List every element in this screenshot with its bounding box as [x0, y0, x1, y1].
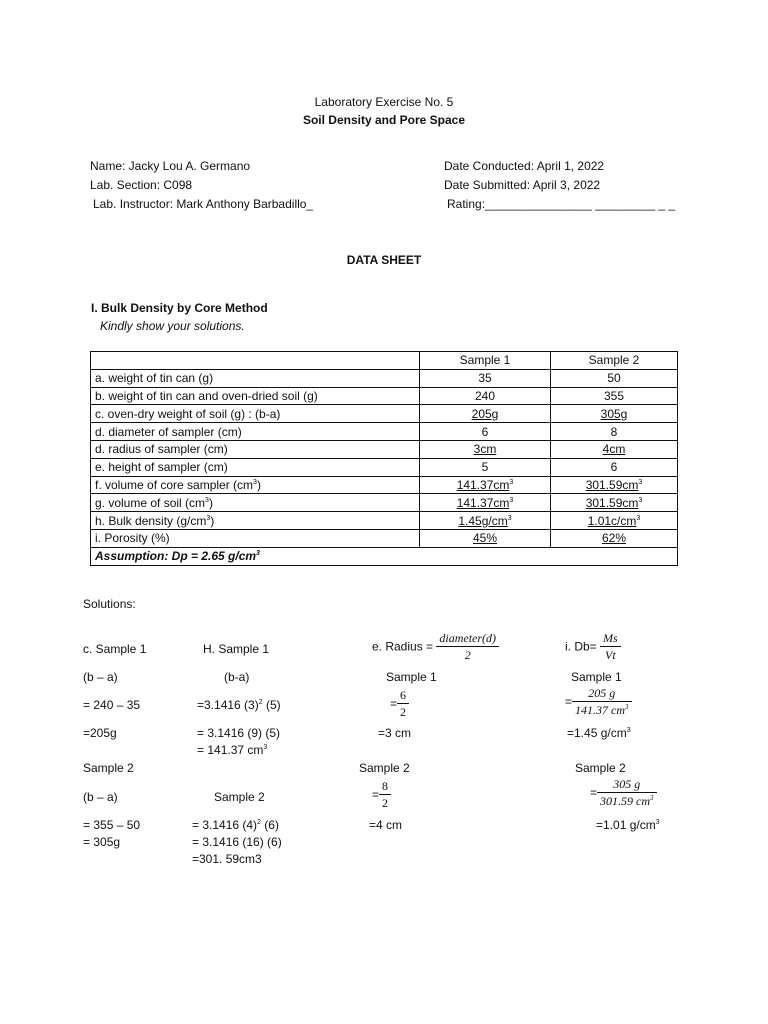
i-sample1-head: Sample 1: [571, 670, 622, 684]
close-paren: ): [208, 495, 213, 510]
e-s1-result: =3 cm: [378, 726, 412, 740]
c-sample2-head: Sample 2: [83, 761, 134, 775]
superscript: 3: [205, 496, 209, 504]
superscript: 3: [206, 514, 211, 522]
h-s2-line3: =301. 59cm3: [192, 852, 262, 866]
superscript: 3: [638, 478, 643, 486]
superscript: 3: [253, 478, 257, 486]
h-sample1-head: H. Sample 1: [203, 642, 270, 656]
h-sample2-head: Sample 2: [214, 790, 265, 804]
superscript: 3: [256, 550, 260, 558]
row-label: a. weight of tin can (g): [91, 369, 420, 387]
h-s2-line2: = 3.1416 (16) (6): [192, 835, 282, 849]
table-row: [91, 529, 678, 547]
c-s2-line2: = 355 – 50: [83, 818, 141, 832]
exercise-title: Soil Density and Pore Space: [302, 113, 466, 127]
sample2-value: 1.01c/cm: [587, 513, 637, 528]
superscript: 3: [263, 744, 268, 751]
superscript: 3: [636, 514, 641, 522]
superscript: 3: [509, 478, 514, 486]
c-s2-line1: (b – a): [83, 790, 118, 804]
h-s2-line1: = 3.1416 $(4)^2$ (6): [192, 818, 279, 832]
row-label: e. height of sampler (cm): [91, 458, 420, 476]
sample2-value: 355: [551, 387, 678, 405]
e-s2-result: =4 cm: [369, 818, 403, 832]
row-label: d. radius of sampler (cm): [91, 440, 420, 458]
superscript: 3: [626, 727, 631, 734]
sample1-value: 35: [420, 369, 551, 387]
h-s1-line4: = 141.37 $cm^3$: [197, 743, 268, 757]
i-s1-fraction: = $\frac{205 g}{141.37 cm^3}$: [565, 685, 632, 718]
c-s2-line3: = 305g: [83, 835, 121, 849]
table-header-cell: Sample 1: [420, 352, 551, 370]
section-note: Kindly show your solutions.: [100, 319, 245, 333]
close-paren: ): [256, 477, 261, 492]
superscript: 3: [507, 514, 512, 522]
table-row: [91, 405, 678, 423]
sample1-value: 240: [420, 387, 551, 405]
table-header-cell: [91, 352, 420, 370]
table-row: [91, 458, 678, 476]
table-row: [91, 494, 678, 512]
data-sheet-title: DATA SHEET: [346, 253, 422, 267]
rating: Rating:________________ _________ _ _: [447, 197, 676, 211]
h-s1-line2: =3.1416 $(3)^2$ (5): [197, 698, 281, 712]
sample1-value: 3cm: [473, 442, 497, 457]
i-db-formula: i. Db= $\frac{Ms}{Vt}$: [565, 630, 621, 663]
h-s1-line1: (b-a): [224, 670, 250, 684]
date-conducted: Date Conducted: April 1, 2022: [444, 159, 605, 173]
sample2-value: 301.59cm: [585, 495, 639, 510]
table-row: [91, 423, 678, 441]
sample2-value: 305g: [600, 406, 628, 421]
lab-instructor: Lab. Instructor: Mark Anthony Barbadillo_: [93, 197, 314, 211]
table-row: [91, 387, 678, 405]
row-label: f. volume of core sampler (cm: [95, 477, 254, 492]
e-sample1-head: Sample 1: [386, 670, 437, 684]
c-s1-line1: (b – a): [83, 670, 118, 684]
superscript: 3: [655, 819, 660, 826]
exercise-number: Laboratory Exercise No. 5: [314, 95, 454, 109]
table-row: [91, 369, 678, 387]
sample1-value: 1.45g/cm: [458, 513, 508, 528]
sample1-value: 141.37cm: [456, 477, 510, 492]
h-s1-line3: = 3.1416 (9) (5): [197, 726, 281, 740]
e-s2-fraction: = $\frac{8}{2}$: [372, 778, 391, 811]
e-radius-formula: e. Radius = $\frac{\text{diameter(d)}}{2}$: [372, 630, 499, 663]
table-row: [91, 440, 678, 458]
sample1-value: 141.37cm: [456, 495, 510, 510]
e-s1-fraction: = $\frac{6}{2}$: [390, 687, 409, 720]
student-name: Name: Jacky Lou A. Germano: [90, 159, 251, 173]
close-paren: ): [210, 513, 215, 528]
solutions-title: Solutions:: [83, 597, 136, 611]
superscript: 2: [257, 819, 261, 826]
sample2-value: 8: [551, 423, 678, 441]
table-row: [91, 512, 678, 530]
superscript: 3: [638, 496, 643, 504]
sample1-value: 5: [420, 458, 551, 476]
c-s1-line3: =205g: [83, 726, 117, 740]
row-label: d. diameter of sampler (cm): [91, 423, 420, 441]
i-sample2-head: Sample 2: [575, 761, 626, 775]
db-fraction: $\frac{Ms}{Vt}$: [600, 630, 621, 663]
assumption-row: [91, 547, 678, 565]
i-s2-result: =1.01 $g/cm^3$: [596, 818, 660, 832]
table-header-row: [91, 352, 678, 370]
date-submitted: Date Submitted: April 3, 2022: [444, 178, 601, 192]
sample2-value: 50: [551, 369, 678, 387]
assumption: Assumption: Dp = 2.65 g/cm: [95, 549, 257, 564]
row-label: g. volume of soil (cm: [95, 495, 206, 510]
row-label: i. Porosity (%): [91, 529, 420, 547]
superscript: 3: [509, 496, 514, 504]
c-s1-line2: = 240 – 35: [83, 698, 141, 712]
bulk-density-table: [90, 351, 678, 566]
row-label: c. oven-dry weight of soil (g) : (b-a): [91, 405, 420, 423]
radius-fraction: $\frac{\text{diameter(d)}}{2}$: [436, 630, 499, 663]
table-row: [91, 476, 678, 494]
lab-section: Lab. Section: C098: [90, 178, 193, 192]
row-label: b. weight of tin can and oven-dried soil (g): [91, 387, 420, 405]
sample1-value: 6: [420, 423, 551, 441]
sample1-value: 45%: [472, 531, 498, 546]
i-s1-result: =1.45 $g/cm^3$: [567, 726, 631, 740]
table-header-cell: Sample 2: [551, 352, 678, 370]
superscript: 2: [258, 699, 263, 706]
sample2-value: 301.59cm: [585, 477, 639, 492]
i-s2-fraction: = $\frac{305 g}{301.59 cm^3}$: [590, 776, 657, 809]
c-sample1-head: c. Sample 1: [83, 642, 147, 656]
sample2-value: 62%: [601, 531, 627, 546]
row-label: h. Bulk density (g/cm: [95, 513, 207, 528]
section-title: I. Bulk Density by Core Method: [91, 301, 268, 315]
sample2-value: 4cm: [602, 442, 626, 457]
e-sample2-head: Sample 2: [359, 761, 410, 775]
sample2-value: 6: [551, 458, 678, 476]
sample1-value: 205g: [471, 406, 499, 421]
